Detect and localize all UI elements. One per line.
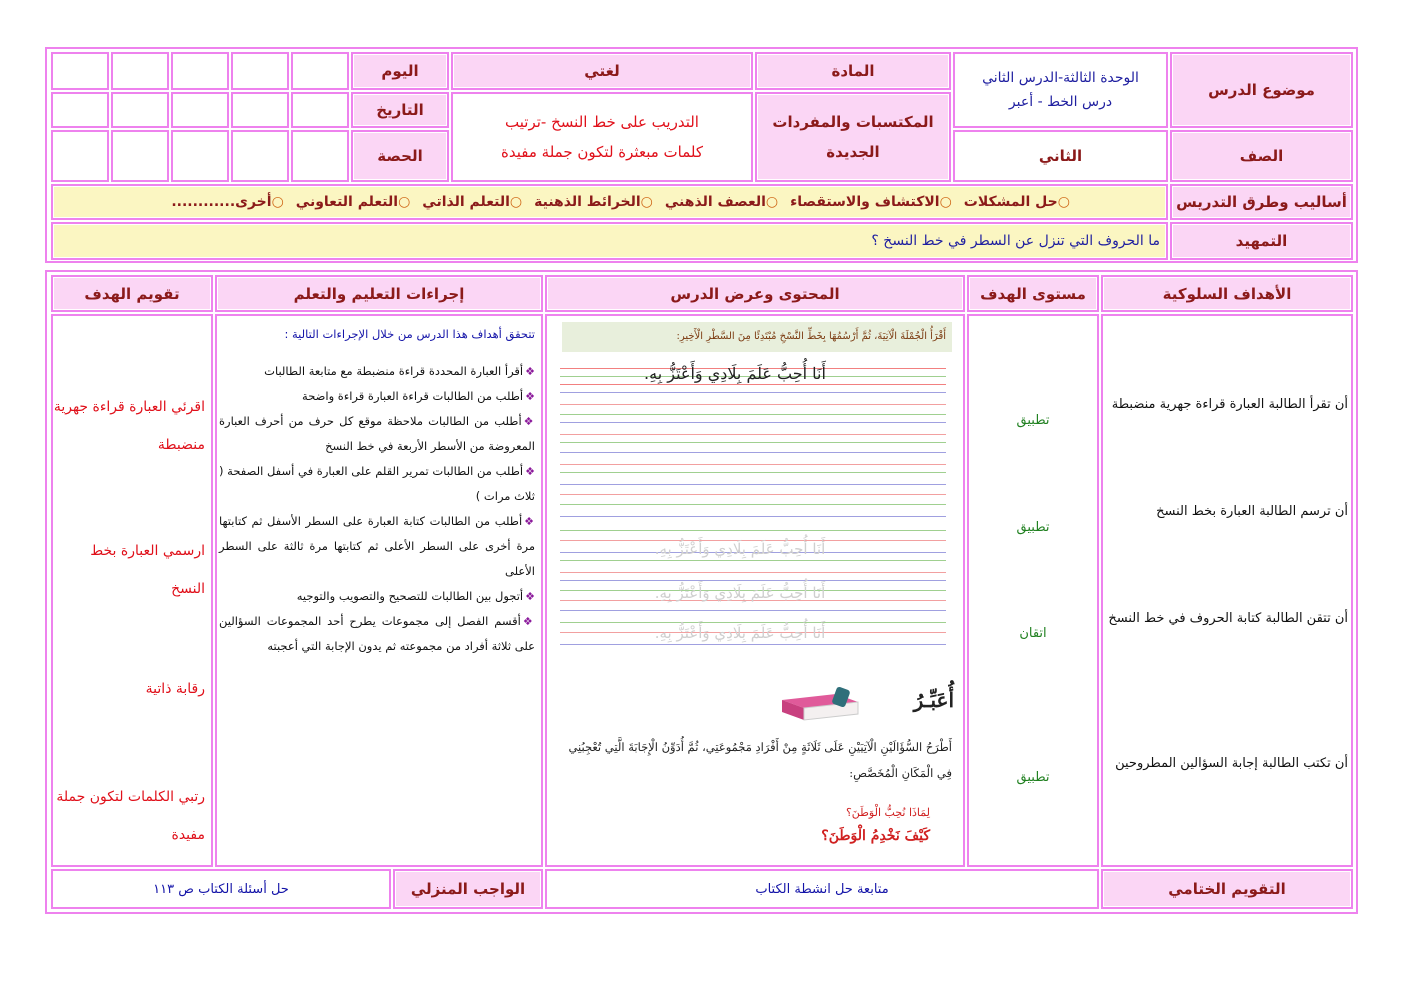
date-cell-1[interactable] (291, 92, 349, 128)
homework-label: الواجب المنزلي (393, 869, 543, 909)
col-evaluation-header: تقويم الهدف (51, 275, 213, 312)
method-item[interactable]: ○أخرى............ (171, 194, 284, 210)
period-cell-1[interactable] (291, 130, 349, 182)
evaluation-item: اقرئي العبارة قراءة جهرية منضبطة (53, 399, 205, 453)
question-1: لِمَاذَا نُحِبُّ الْوَطَنَ؟ (845, 806, 930, 819)
col-procedures-header: إجراءات التعليم والتعلم (215, 275, 543, 312)
method-item[interactable]: ○حل المشكلات (963, 194, 1070, 210)
book-illustration (778, 686, 866, 726)
methods-label: أساليب وطرق التدريس (1170, 184, 1353, 220)
procedure-item: ❖أقرأ العبارة المحددة قراءة منضبطة مع متابعة الطالبات (264, 364, 535, 378)
writing-lines-top (560, 368, 946, 518)
period-cell-3[interactable] (171, 130, 229, 182)
procedures-intro: تتحقق أهداف هذا الدرس من خلال الإجراءات التالية : (284, 327, 535, 341)
trace-sentence: أَنَا أُحِبُّ عَلَمَ بِلَادِي وَأَعْتَزُّ بِهِ. (654, 624, 826, 642)
method-item[interactable]: ○التعلم التعاوني (295, 194, 411, 210)
homework-value: حل أسئلة الكتاب ص ١١٣ (51, 869, 391, 909)
date-label: التاريخ (351, 92, 449, 128)
objective-item: أن ترسم الطالبة العبارة بخط النسخ (1156, 504, 1348, 519)
book-icon (778, 686, 866, 726)
date-cell-5[interactable] (51, 92, 109, 128)
procedures-list (219, 322, 535, 659)
lesson-topic-value: الوحدة الثالثة-الدرس الثاني درس الخط - أعبر (953, 52, 1168, 128)
objective-level: تطبيق (1016, 413, 1050, 428)
date-cell-4[interactable] (111, 92, 169, 128)
vocab-label: المكتسبات والمفردات الجديدة (755, 92, 951, 182)
evaluation-item: رتبي الكلمات لتكون جملة مفيدة (56, 789, 205, 843)
col-level-header: مستوى الهدف (967, 275, 1099, 312)
procedure-item: ❖أطلب من الطالبات ملاحظة موقع كل حرف من أحرف العبارة المعروضة من الأسطر الأربعة في خط النسخ (219, 414, 535, 453)
evaluation-item: ارسمي العبارة بخط النسخ (90, 543, 205, 597)
vocab-value: التدريب على خط النسخ -ترتيب كلمات مبعثرة لتكون جملة مفيدة (451, 92, 753, 182)
objective-item: أن تقرأ الطالبة العبارة قراءة جهرية منضبطة (1111, 397, 1348, 412)
day-cell-4[interactable] (111, 52, 169, 90)
procedure-item: ❖أطلب من الطالبات كتابة العبارة على السطر الأسفل ثم كتابتها مرة أخرى على السطر الأعلى ثم كتابتها مرة ثالثة على السطر الأعلى (219, 514, 535, 578)
methods-value (51, 184, 1168, 220)
evaluation-item: رقابة ذاتية (145, 681, 205, 697)
day-label: اليوم (351, 52, 449, 90)
method-item[interactable]: ○الخرائط الذهنية (534, 194, 653, 210)
procedure-item: ❖أتجول بين الطالبات للتصحيح والتصويب والتوجيه (296, 589, 535, 603)
period-cell-2[interactable] (231, 130, 289, 182)
subject-value: لغتي (451, 52, 753, 90)
objective-item: أن تكتب الطالبة إجابة السؤالين المطروحين (1115, 756, 1348, 771)
objective-level: تطبيق (1016, 520, 1050, 535)
objective-level: تطبيق (1016, 770, 1050, 785)
period-label: الحصة (351, 130, 449, 182)
content-instruction: أَقْرَأُ الْجُمْلَةَ الْآتِيَةَ، ثُمَّ أَرْسُمُهَا بِخَطِّ النَّسْخِ مُبْتَدِئًا مِنَ السَّطْرِ الْأَخِيرِ: (562, 322, 952, 352)
lesson-topic-label: موضوع الدرس (1170, 52, 1353, 128)
method-item[interactable]: ○العصف الذهني (664, 194, 779, 210)
subject-label: المادة (755, 52, 951, 90)
period-cell-4[interactable] (111, 130, 169, 182)
day-cell-5[interactable] (51, 52, 109, 90)
period-cell-5[interactable] (51, 130, 109, 182)
procedure-item: ❖أطلب من الطالبات تمرير القلم على العبارة في أسفل الصفحة ( ثلاث مرات ) (219, 464, 535, 503)
model-sentence: أَنَا أُحِبُّ عَلَمَ بِلَادِي وَأَعْتَزُّ بِهِ. (644, 364, 826, 383)
trace-sentence: أَنَا أُحِبُّ عَلَمَ بِلَادِي وَأَعْتَزُّ بِهِ. (654, 540, 826, 558)
question-2: كَيْفَ نَخْدِمُ الْوَطَنَ؟ (821, 828, 930, 844)
objective-level: اتقان (1019, 626, 1047, 641)
day-cell-3[interactable] (171, 52, 229, 90)
express-title: أُعَبِّـرُ (913, 688, 954, 712)
col-objectives-header: الأهداف السلوكية (1101, 275, 1353, 312)
date-cell-3[interactable] (171, 92, 229, 128)
procedure-item: ❖أقسم الفصل إلى مجموعات يطرح أحد المجموعات السؤالين على ثلاثة أفراد من مجموعته ثم يدون الإجابة التي أعجبته (219, 614, 535, 653)
methods-list (171, 194, 1070, 210)
intro-value: ما الحروف التي تنزل عن السطر في خط النسخ ؟ (51, 222, 1168, 260)
procedure-item: ❖أطلب من الطالبات قراءة العبارة قراءة واضحة (302, 389, 535, 403)
method-item[interactable]: ○التعلم الذاتي (422, 194, 523, 210)
day-cell-1[interactable] (291, 52, 349, 90)
col-content-header: المحتوى وعرض الدرس (545, 275, 965, 312)
date-cell-2[interactable] (231, 92, 289, 128)
final-eval-value: متابعة حل انشطة الكتاب (545, 869, 1099, 909)
day-cell-2[interactable] (231, 52, 289, 90)
express-instruction: أَطْرَحُ السُّؤَالَيْنِ الْآتِيَيْنِ عَلَى ثَلَاثَةٍ مِنْ أَفْرَادِ مَجْمُوعَتِي، ثُمَّ أُدَوِّنُ الْإِجَابَةَ الَّتِي تُعْجِبُنِي فِي الْمَكَانِ الْمُخَصَّصِ: (568, 740, 952, 780)
grade-label: الصف (1170, 130, 1353, 182)
trace-sentence: أَنَا أُحِبُّ عَلَمَ بِلَادِي وَأَعْتَزُّ بِهِ. (654, 584, 826, 602)
grade-value: الثاني (953, 130, 1168, 182)
objective-item: أن تتقن الطالبة كتابة الحروف في خط النسخ (1108, 611, 1348, 626)
final-eval-label: التقويم الختامي (1101, 869, 1353, 909)
method-item[interactable]: ○الاكتشاف والاستقصاء (790, 194, 952, 210)
intro-label: التمهيد (1170, 222, 1353, 260)
